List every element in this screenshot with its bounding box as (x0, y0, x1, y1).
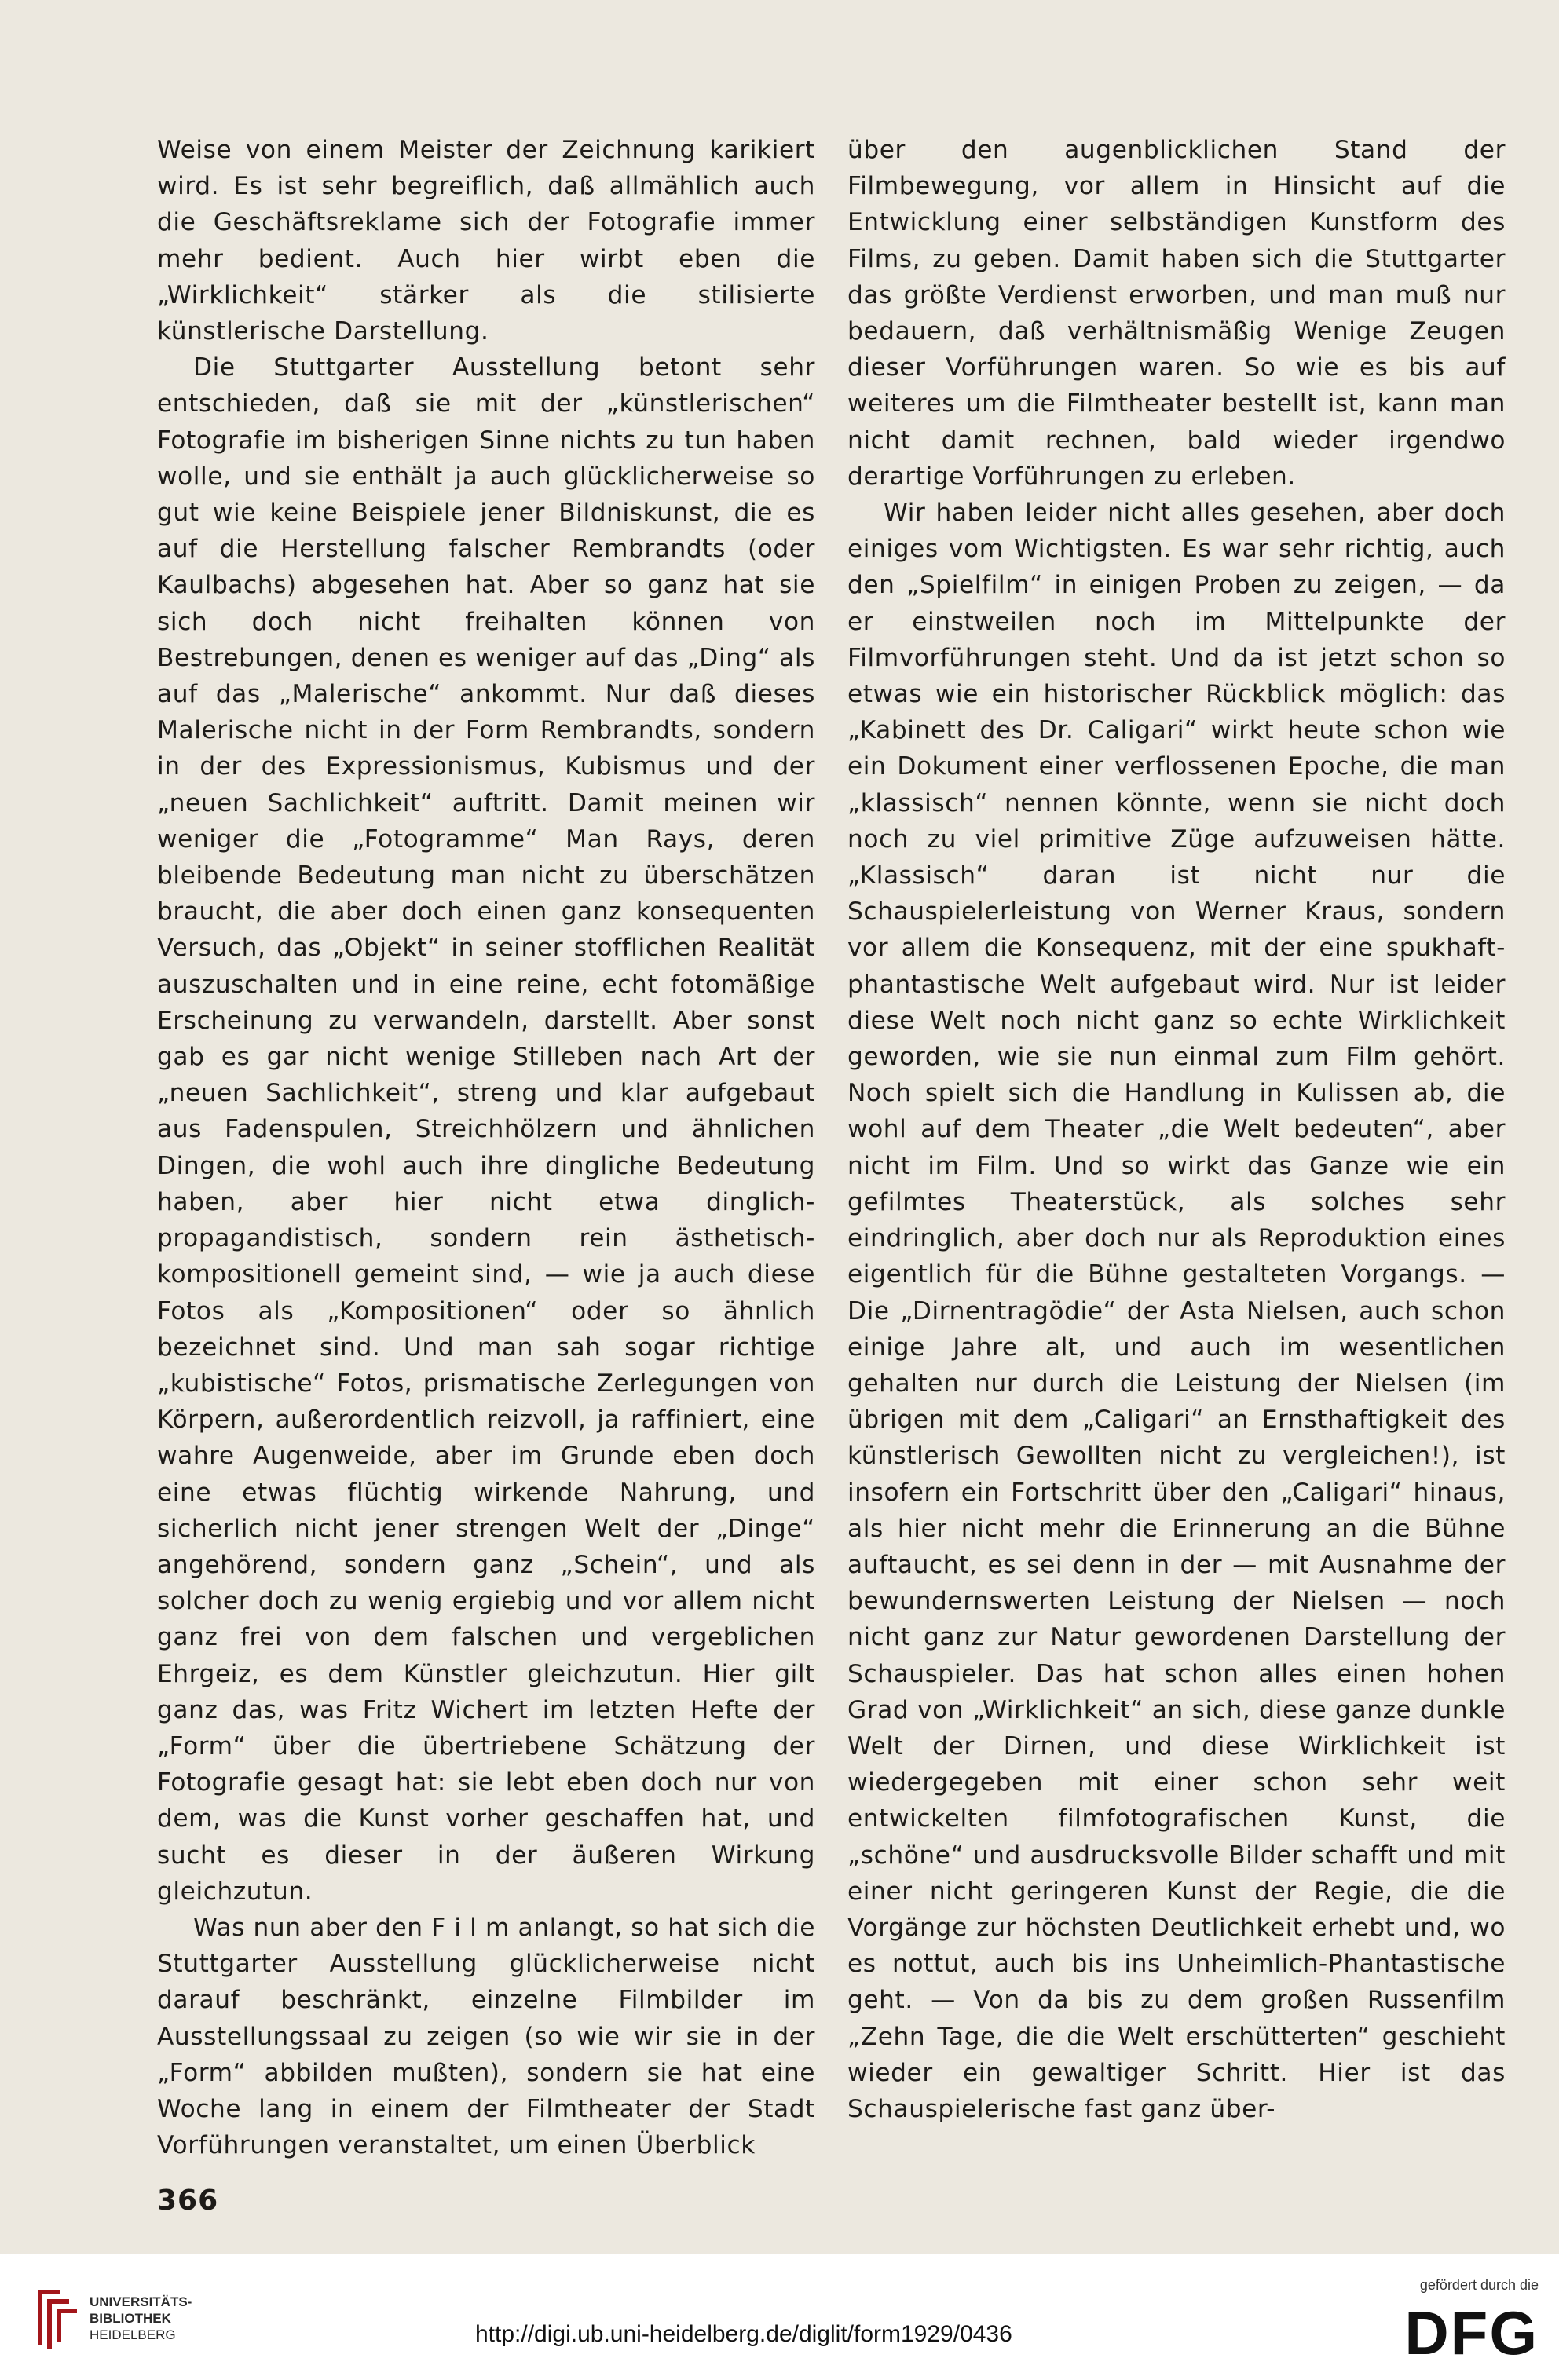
right-column (847, 132, 1506, 2127)
left-column (157, 132, 815, 2163)
footer-bar (0, 2254, 1559, 2380)
source-url-link[interactable]: http://digi.ub.uni-heidelberg.de/diglit/form1929/0436 (475, 2321, 1012, 2347)
paragraph: Die Stuttgarter Ausstellung betont sehr entschieden, daß sie mit der „künstlerischen“ Fotografie im bisherigen Sinne nichts zu tun haben wolle, und sie enthält ja auch glücklicherweise so gut wie keine Beispiele jener Bildniskunst, die es auf die Herstellung falscher Rembrandts (oder Kaulbachs) abgesehen hat. Aber so ganz hat sie sich doch nicht freihalten können von Bestrebungen, denen es weniger auf das „Ding“ als auf das „Malerische“ ankommt. Nur daß dieses Malerische nicht in der Form Rembrandts, sondern in der des Expressionismus, Kubismus und der „neuen Sachlichkeit“ auftritt. Damit meinen wir weniger die „Fotogramme“ Man Rays, deren bleibende Bedeutung man nicht zu überschätzen braucht, die aber doch einen ganz konsequenten Versuch, das „Objekt“ in seiner stofflichen Realität auszuschalten und in eine reine, echt fotomäßige Erscheinung zu verwandeln, darstellt. Aber sonst gab es gar nicht wenige Stilleben nach Art der „neuen Sachlichkeit“, streng und klar aufgebaut aus Fadenspulen, Streichhölzern und ähnlichen Dingen, die wohl auch ihre dingliche Bedeutung haben, aber hier nicht etwa dinglich-propagandistisch, sondern rein ästhetisch-kompositionell gemeint sind, — wie ja auch diese Fotos als „Kompositionen“ oder so ähnlich bezeichnet sind. Und man sah sogar richtige „kubistische“ Fotos, prismatische Zerlegungen von Körpern, außerordentlich reizvoll, ja raffiniert, eine wahre Augenweide, aber im Grunde eben doch eine etwas flüchtig wirkende Nahrung, und sicherlich nicht jener strengen Welt der „Dinge“ angehörend, sondern ganz „Schein“, und als solcher doch zu wenig ergiebig und vor allem nicht ganz frei von dem falschen und vergeblichen Ehrgeiz, es dem Künstler gleichzutun. Hier gilt ganz das, was Fritz Wichert im letzten Hefte der „Form“ über die übertriebene Schätzung der Fotografie gesagt hat: sie lebt eben doch nur von dem, was die Kunst vorher geschaffen hat, und sucht es dieser in der äußeren Wirkung gleichzutun. (157, 353, 815, 1906)
page-number: 366 (157, 2184, 219, 2217)
library-name-line: HEIDELBERG (90, 2327, 176, 2342)
paragraph: Wir haben leider nicht alles gesehen, aber doch einiges vom Wichtigsten. Es war sehr richtig, auch den „Spielfilm“ in einigen Proben zu zeigen, — da er einstweilen noch im Mittelpunkte der Filmvorführungen steht. Und da ist jetzt schon so etwas wie ein historischer Rückblick möglich: das „Kabinett des Dr. Caligari“ wirkt heute schon wie ein Dokument einer verflossenen Epoche, die man „klassisch“ nennen könnte, wenn sie nicht doch noch zu viel primitive Züge aufzuweisen hätte. „Klassisch“ daran ist nicht nur die Schauspielerleistung von Werner Kraus, sondern vor allem die Konsequenz, mit der eine spukhaft-phantastische Welt aufgebaut wird. Nur ist leider diese Welt noch nicht ganz so echte Wirklichkeit geworden, wie sie nun einmal zum Film gehört. Noch spielt sich die Handlung in Kulissen ab, die wohl auf dem Theater „die Welt bedeuten“, aber nicht im Film. Und so wirkt das Ganze wie ein gefilmtes Theaterstück, als solches sehr eindringlich, aber doch nur als Reproduktion eines eigentlich für die Bühne gestalteten Vorgangs. — Die „Dirnentragödie“ der Asta Nielsen, auch schon einige Jahre alt, und auch im wesentlichen gehalten nur durch die Leistung der Nielsen (im übrigen mit dem „Caligari“ an Ernsthaftigkeit des künstlerisch Gewollten nicht zu vergleichen!), ist insofern ein Fortschritt über den „Caligari“ hinaus, als hier nicht mehr die Erinnerung an die Bühne auftaucht, es sei denn in der — mit Ausnahme der bewundernswerten Leistung der Nielsen — noch nicht ganz zur Natur gewordenen Darstellung der Schauspieler. Das hat schon alles einen hohen Grad von „Wirklichkeit“ an sich, diese ganze dunkle Welt der Dirnen, und diese Wirklichkeit ist wiedergegeben mit einer schon sehr weit entwickelten filmfotografischen Kunst, die „schöne“ und ausdrucksvolle Bilder schafft und mit einer nicht geringeren Kunst der Regie, die die Vorgänge zur höchsten Deutlichkeit erhebt und, wo es nottut, auch bis ins Unheimlich-Phantastische geht. — Von da bis zu dem großen Russenfilm „Zehn Tage, die die Welt erschütterten“ geschieht wieder ein gewaltiger Schritt. Hier ist das Schauspielerische fast ganz über- (847, 499, 1506, 2123)
dfg-logo: DFG (1404, 2298, 1539, 2367)
library-name (90, 2294, 192, 2343)
library-name-line: UNIVERSITÄTS- (90, 2294, 192, 2309)
funder-label: gefördert durch die (1419, 2277, 1539, 2293)
paragraph: Was nun aber den F i l m anlangt, so hat sich die Stuttgarter Ausstellung glücklicherweise nicht darauf beschränkt, einzelne Filmbilder im Ausstellungssaal zu zeigen (so wie wir sie in der „Form“ abbilden mußten), sondern sie hat eine Woche lang in einem der Filmtheater der Stadt Vorführungen veranstaltet, um einen Überblick (157, 1913, 815, 2160)
university-library-logo-icon (30, 2283, 80, 2351)
paragraph: über den augenblicklichen Stand der Filmbewegung, vor allem in Hinsicht auf die Entwicklung einer selbständigen Kunstform des Films, zu geben. Damit haben sich die Stuttgarter das größte Verdienst erworben, und man muß nur bedauern, daß verhältnismäßig Wenige Zeugen dieser Vorführungen waren. So wie es bis auf weiteres um die Filmtheater bestellt ist, kann man nicht damit rechnen, bald wieder irgendwo derartige Vorführungen zu erleben. (847, 136, 1506, 491)
paragraph: Weise von einem Meister der Zeichnung karikiert wird. Es ist sehr begreiflich, daß allmählich auch die Geschäftsreklame sich der Fotografie immer mehr bedient. Auch hier wirbt eben die „Wirklichkeit“ stärker als die stilisierte künstlerische Darstellung. (157, 136, 815, 346)
library-name-line: BIBLIOTHEK (90, 2311, 171, 2326)
